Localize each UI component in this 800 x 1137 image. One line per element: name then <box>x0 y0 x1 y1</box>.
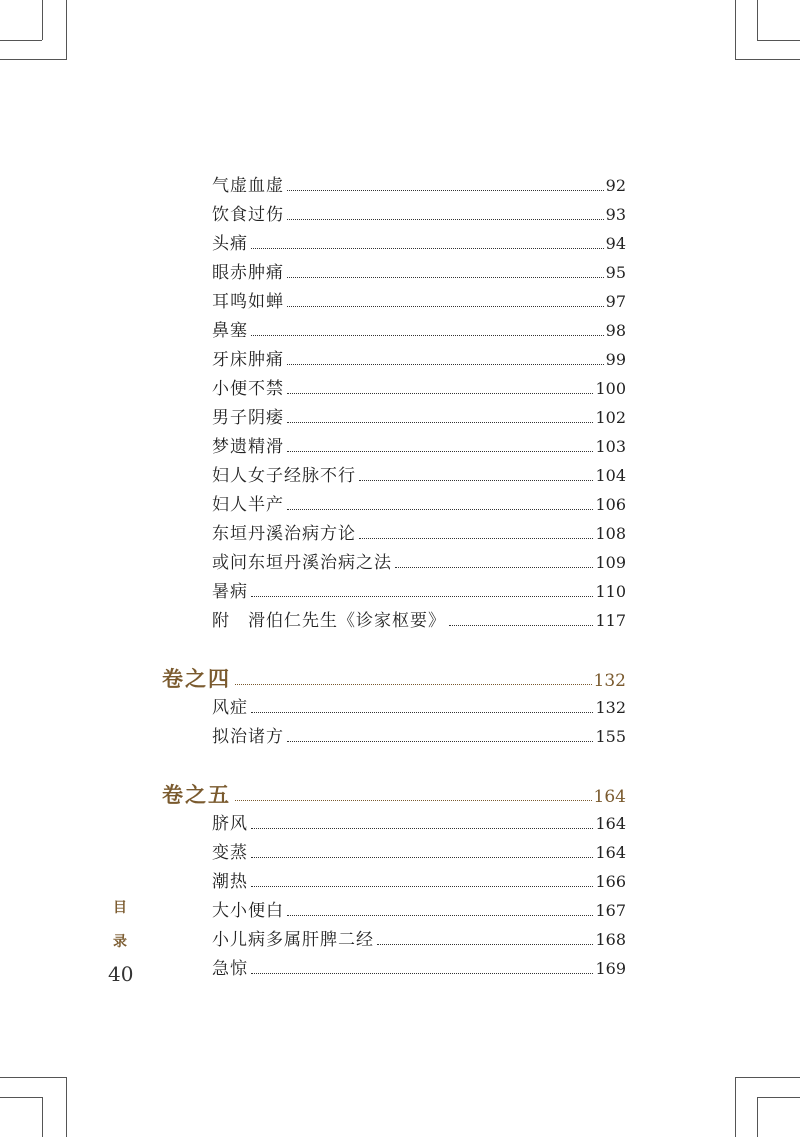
leader-dots <box>287 450 593 452</box>
page-number: 40 <box>108 962 134 986</box>
toc-entry <box>212 837 626 863</box>
leader-dots <box>287 276 604 278</box>
toc-entry-title: 拟治诸方 <box>212 727 284 747</box>
toc-entry <box>212 924 626 950</box>
toc-entry-page: 168 <box>595 930 626 949</box>
section-heading <box>162 778 626 808</box>
toc-entry <box>212 170 626 196</box>
toc-entry-title: 附 滑伯仁先生《诊家枢要》 <box>212 611 446 631</box>
toc-entry-title: 梦遗精滑 <box>212 437 284 457</box>
toc-entry <box>212 199 626 225</box>
toc-entry <box>212 576 626 602</box>
toc-entry-title: 脐风 <box>212 814 248 834</box>
toc-entry-page: 164 <box>595 843 626 862</box>
toc-entry <box>212 895 626 921</box>
crop-mark <box>66 1077 67 1137</box>
toc-entry-page: 110 <box>595 582 626 601</box>
margin-label: 录 <box>113 934 127 950</box>
leader-dots <box>359 479 593 481</box>
leader-dots <box>235 683 592 685</box>
leader-dots <box>251 885 593 887</box>
toc-entry <box>212 953 626 979</box>
toc-entry-page: 106 <box>595 495 626 514</box>
toc-entry-page: 92 <box>605 176 626 195</box>
toc-entry-page: 103 <box>595 437 626 456</box>
leader-dots <box>287 392 593 394</box>
toc-entry-page: 93 <box>605 205 626 224</box>
leader-dots <box>287 508 593 510</box>
toc-entry <box>212 866 626 892</box>
toc-entry-title: 变蒸 <box>212 843 248 863</box>
leader-dots <box>287 305 604 307</box>
toc-entry-title: 风症 <box>212 698 248 718</box>
leader-dots <box>287 218 604 220</box>
toc-entry-title: 或问东垣丹溪治病之法 <box>212 553 392 573</box>
crop-mark <box>0 59 66 60</box>
crop-mark <box>0 40 42 41</box>
leader-dots <box>287 740 593 742</box>
toc-entry-title: 小便不禁 <box>212 379 284 399</box>
toc-entry <box>212 489 626 515</box>
toc-entry-title: 大小便白 <box>212 901 284 921</box>
toc-entry-page: 108 <box>595 524 626 543</box>
leader-dots <box>251 711 593 713</box>
toc-entry <box>212 460 626 486</box>
toc-entry <box>212 315 626 341</box>
toc-entry-title: 东垣丹溪治病方论 <box>212 524 356 544</box>
crop-mark <box>0 1077 66 1078</box>
leader-dots <box>251 856 593 858</box>
toc-entry-title: 气虚血虚 <box>212 176 284 196</box>
toc-entry-title: 妇人女子经脉不行 <box>212 466 356 486</box>
toc-entry-page: 169 <box>595 959 626 978</box>
leader-dots <box>287 363 604 365</box>
leader-dots <box>287 914 593 916</box>
toc-entry-title: 耳鸣如蝉 <box>212 292 284 312</box>
crop-mark <box>757 0 758 40</box>
toc-entry-page: 95 <box>605 263 626 282</box>
toc-entry <box>212 228 626 254</box>
toc-entry <box>212 547 626 573</box>
crop-mark <box>757 1097 758 1137</box>
leader-dots <box>251 334 604 336</box>
toc-entry <box>212 721 626 747</box>
toc-entry-page: 94 <box>605 234 626 253</box>
crop-mark <box>735 59 800 60</box>
toc-entry-page: 155 <box>595 727 626 746</box>
leader-dots <box>395 566 593 568</box>
crop-mark <box>0 1097 42 1098</box>
section-title: 卷之五 <box>162 782 231 807</box>
toc-entry <box>212 431 626 457</box>
toc-entry <box>212 605 626 631</box>
leader-dots <box>359 537 593 539</box>
toc-entry-title: 饮食过伤 <box>212 205 284 225</box>
toc-entry <box>212 373 626 399</box>
toc-entry-title: 急惊 <box>212 959 248 979</box>
toc-entry <box>212 808 626 834</box>
crop-mark <box>735 0 736 60</box>
toc-entry-title: 眼赤肿痛 <box>212 263 284 283</box>
leader-dots <box>235 799 592 801</box>
toc-entry-title: 牙床肿痛 <box>212 350 284 370</box>
toc-entry-page: 99 <box>605 350 626 369</box>
toc-entry-page: 167 <box>595 901 626 920</box>
crop-mark <box>66 0 67 60</box>
crop-mark <box>42 1097 43 1137</box>
section-page: 132 <box>593 671 626 691</box>
crop-mark <box>42 0 43 40</box>
toc-entry-title: 鼻塞 <box>212 321 248 341</box>
toc-entry-page: 98 <box>605 321 626 340</box>
toc-entry <box>212 692 626 718</box>
toc-entry-page: 164 <box>595 814 626 833</box>
toc-entry-title: 男子阴痿 <box>212 408 284 428</box>
leader-dots <box>251 595 593 597</box>
leader-dots <box>449 624 593 626</box>
section-page: 164 <box>593 787 626 807</box>
leader-dots <box>287 421 593 423</box>
crop-mark <box>757 1097 800 1098</box>
toc-entry-page: 166 <box>595 872 626 891</box>
toc-entry-title: 暑病 <box>212 582 248 602</box>
toc-entry <box>212 518 626 544</box>
toc-entry-page: 102 <box>595 408 626 427</box>
toc-entry-page: 117 <box>595 611 626 630</box>
toc-entry-title: 头痛 <box>212 234 248 254</box>
toc-entry <box>212 402 626 428</box>
toc-entry <box>212 286 626 312</box>
crop-mark <box>757 40 800 41</box>
toc-entry-page: 97 <box>605 292 626 311</box>
section-title: 卷之四 <box>162 666 231 691</box>
toc-entry-page: 132 <box>595 698 626 717</box>
leader-dots <box>251 247 604 249</box>
toc-entry-page: 100 <box>595 379 626 398</box>
margin-label: 目 <box>113 900 127 916</box>
section-heading <box>162 662 626 692</box>
leader-dots <box>287 189 604 191</box>
toc-entry-page: 109 <box>595 553 626 572</box>
crop-mark <box>735 1077 800 1078</box>
toc-entry-title: 潮热 <box>212 872 248 892</box>
toc-entry <box>212 257 626 283</box>
leader-dots <box>377 943 593 945</box>
toc-entry-title: 妇人半产 <box>212 495 284 515</box>
toc-entry <box>212 344 626 370</box>
crop-mark <box>735 1077 736 1137</box>
toc-entry-title: 小儿病多属肝脾二经 <box>212 930 374 950</box>
toc-entry-page: 104 <box>595 466 626 485</box>
leader-dots <box>251 972 593 974</box>
leader-dots <box>251 827 593 829</box>
